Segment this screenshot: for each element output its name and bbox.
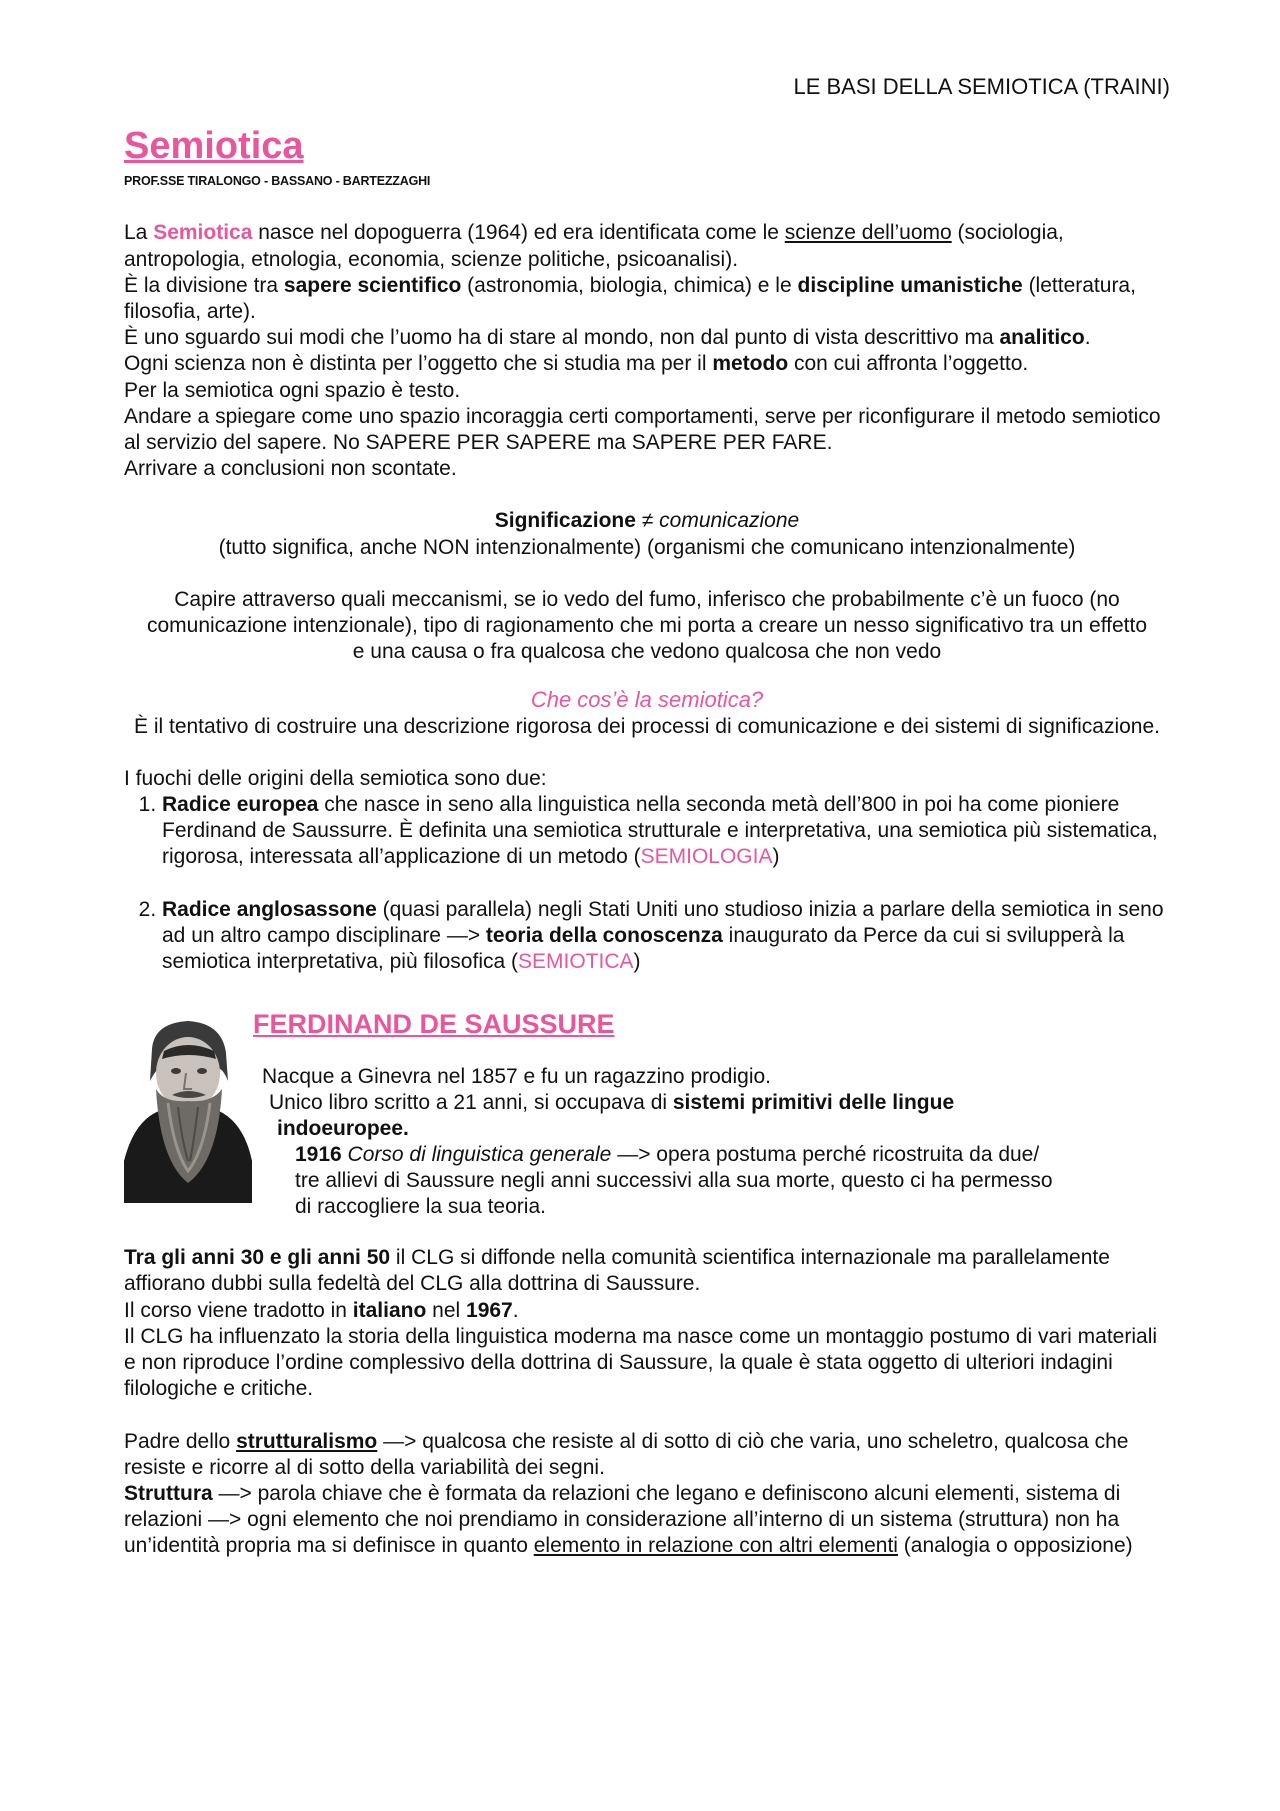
document-title: Semiotica (124, 125, 304, 168)
significazione-section (124, 508, 1170, 665)
significazione-subline: (tutto significa, anche NON intenzionalmente) (organismi che comunicano intenzionalmente) (218, 535, 1076, 559)
intro-section (124, 220, 1170, 482)
saussure-line-4: 1916 Corso di linguistica generale —> opera postuma perché ricostruita da due/ (295, 1143, 1040, 1167)
clg-section (124, 1245, 1170, 1402)
intro-paragraph-4: Ogni scienza non è distinta per l’oggetto che si studia ma per il metodo con cui affronta l’oggetto. (124, 352, 1029, 376)
semiotica-highlight: Semiotica (153, 221, 253, 245)
professors-line: PROF.SSE TIRALONGO - BASSANO - BARTEZZAGHI (124, 174, 431, 189)
intro-paragraph-7: Arrivare a conclusioni non scontate. (124, 457, 457, 481)
origins-intro: I fuochi delle origini della semiotica sono due: (124, 766, 547, 790)
origins-section (124, 766, 1170, 975)
document-page (124, 74, 1170, 1560)
significazione-heading: Significazione ≠ comunicazione (494, 509, 800, 533)
saussure-heading: FERDINAND DE SAUSSURE (253, 1009, 615, 1040)
saussure-section (124, 1011, 1170, 1229)
saussure-line-2: Unico libro scritto a 21 anni, si occupava di sistemi primitivi delle lingue (269, 1091, 955, 1115)
clg-paragraph-2: Il corso viene tradotto in italiano nel 1967. (124, 1298, 519, 1322)
intro-paragraph-6: Andare a spiegare come uno spazio incoraggia certi comportamenti, serve per riconfigurare il metodo semiotico al servizio del sapere. No SAPERE PER SAPERE ma SAPERE PER FARE. (124, 404, 1161, 455)
question-answer: È il tentativo di costruire una descrizione rigorosa dei processi di comunicazione e dei sistemi di significazione. (133, 714, 1160, 738)
saussure-portrait-image (124, 1011, 252, 1203)
intro-paragraph-1: La Semiotica nasce nel dopoguerra (1964) ed era identificata come le scienze dell’uomo (sociologia, antropologia, etnologia, economia, scienze politiche, psicoanalisi). (124, 221, 1064, 271)
intro-paragraph-2: È la divisione tra sapere scientifico (astronomia, biologia, chimica) e le discipline umanistiche (letteratura, filosofia, arte). (124, 273, 1136, 324)
clg-paragraph-1: Tra gli anni 30 e gli anni 50 il CLG si diffonde nella comunità scientifica internazionale ma parallelamente affiorano dubbi sulla fedeltà del CLG alla dottrina di Saussure. (124, 1246, 1110, 1296)
struttura-section (124, 1429, 1170, 1560)
saussure-line-5: tre allievi di Saussure negli anni successivi alla sua morte, questo ci ha permesso (295, 1169, 1053, 1193)
significazione-paragraph: Capire attraverso quali meccanismi, se io vedo del fumo, inferisco che probabilmente c’è un fuoco (no comunicazione intenzionale), tipo di ragionamento che mi porta a creare un nesso significativo tra un effetto e una causa o fra qualcosa che vedono qualcosa che non vedo (146, 587, 1148, 664)
question-section (124, 687, 1170, 739)
intro-paragraph-3: È uno sguardo sui modi che l’uomo ha di stare al mondo, non dal punto di vista descrittivo ma analitico. (124, 326, 1091, 350)
list-item: 1. Radice europea che nasce in seno alla linguistica nella seconda metà dell’800 in poi ha come pioniere Ferdinand de Saussurre. È definita una semiotica strutturale e interpretativa, una semiotica più sistematica, rigorosa, interessata all’applicazione di un metodo (SEMIOLOGIA) (162, 792, 1170, 871)
saussure-line-1: Nacque a Ginevra nel 1857 e fu un ragazzino prodigio. (262, 1065, 772, 1089)
scienze-uomo-link: scienze dell’uomo (784, 221, 952, 245)
list-item: 2. Radice anglosassone (quasi parallela) negli Stati Uniti uno studioso inizia a parlare della semiotica in seno ad un altro campo disciplinare —> teoria della conoscenza inaugurato da Perce da cui si svilupperà la semiotica interpretativa, più filosofica (SEMIOTICA) (162, 897, 1170, 976)
intro-paragraph-5: Per la semiotica ogni spazio è testo. (124, 378, 461, 402)
saussure-line-6: di raccogliere la sua teoria. (295, 1195, 546, 1219)
clg-paragraph-3: Il CLG ha influenzato la storia della linguistica moderna ma nasce come un montaggio postumo di vari materiali e non riproduce l’ordine complessivo della dottrina di Saussure, la quale è stata oggetto di ulteriori indagini filologiche e critiche. (124, 1324, 1158, 1401)
origins-list (124, 792, 1170, 975)
saussure-line-3: indoeuropee. (277, 1117, 409, 1141)
page-header: LE BASI DELLA SEMIOTICA (TRAINI) (793, 74, 1170, 99)
struttura-paragraph-2: Struttura —> parola chiave che è formata da relazioni che legano e definiscono alcuni elementi, sistema di relazioni —> ogni elemento che noi prendiamo in considerazione all’interno di un sistema (struttura) non ha un’identità propria ma si definisce in quanto elemento in relazione con altri elementi (analogia o opposizione) (124, 1481, 1133, 1558)
struttura-paragraph-1: Padre dello strutturalismo —> qualcosa che resiste al di sotto di ciò che varia, uno scheletro, qualcosa che resiste e ricorre al di sotto della variabilità dei segni. (124, 1429, 1129, 1479)
question-title: Che cos’è la semiotica? (530, 687, 764, 713)
